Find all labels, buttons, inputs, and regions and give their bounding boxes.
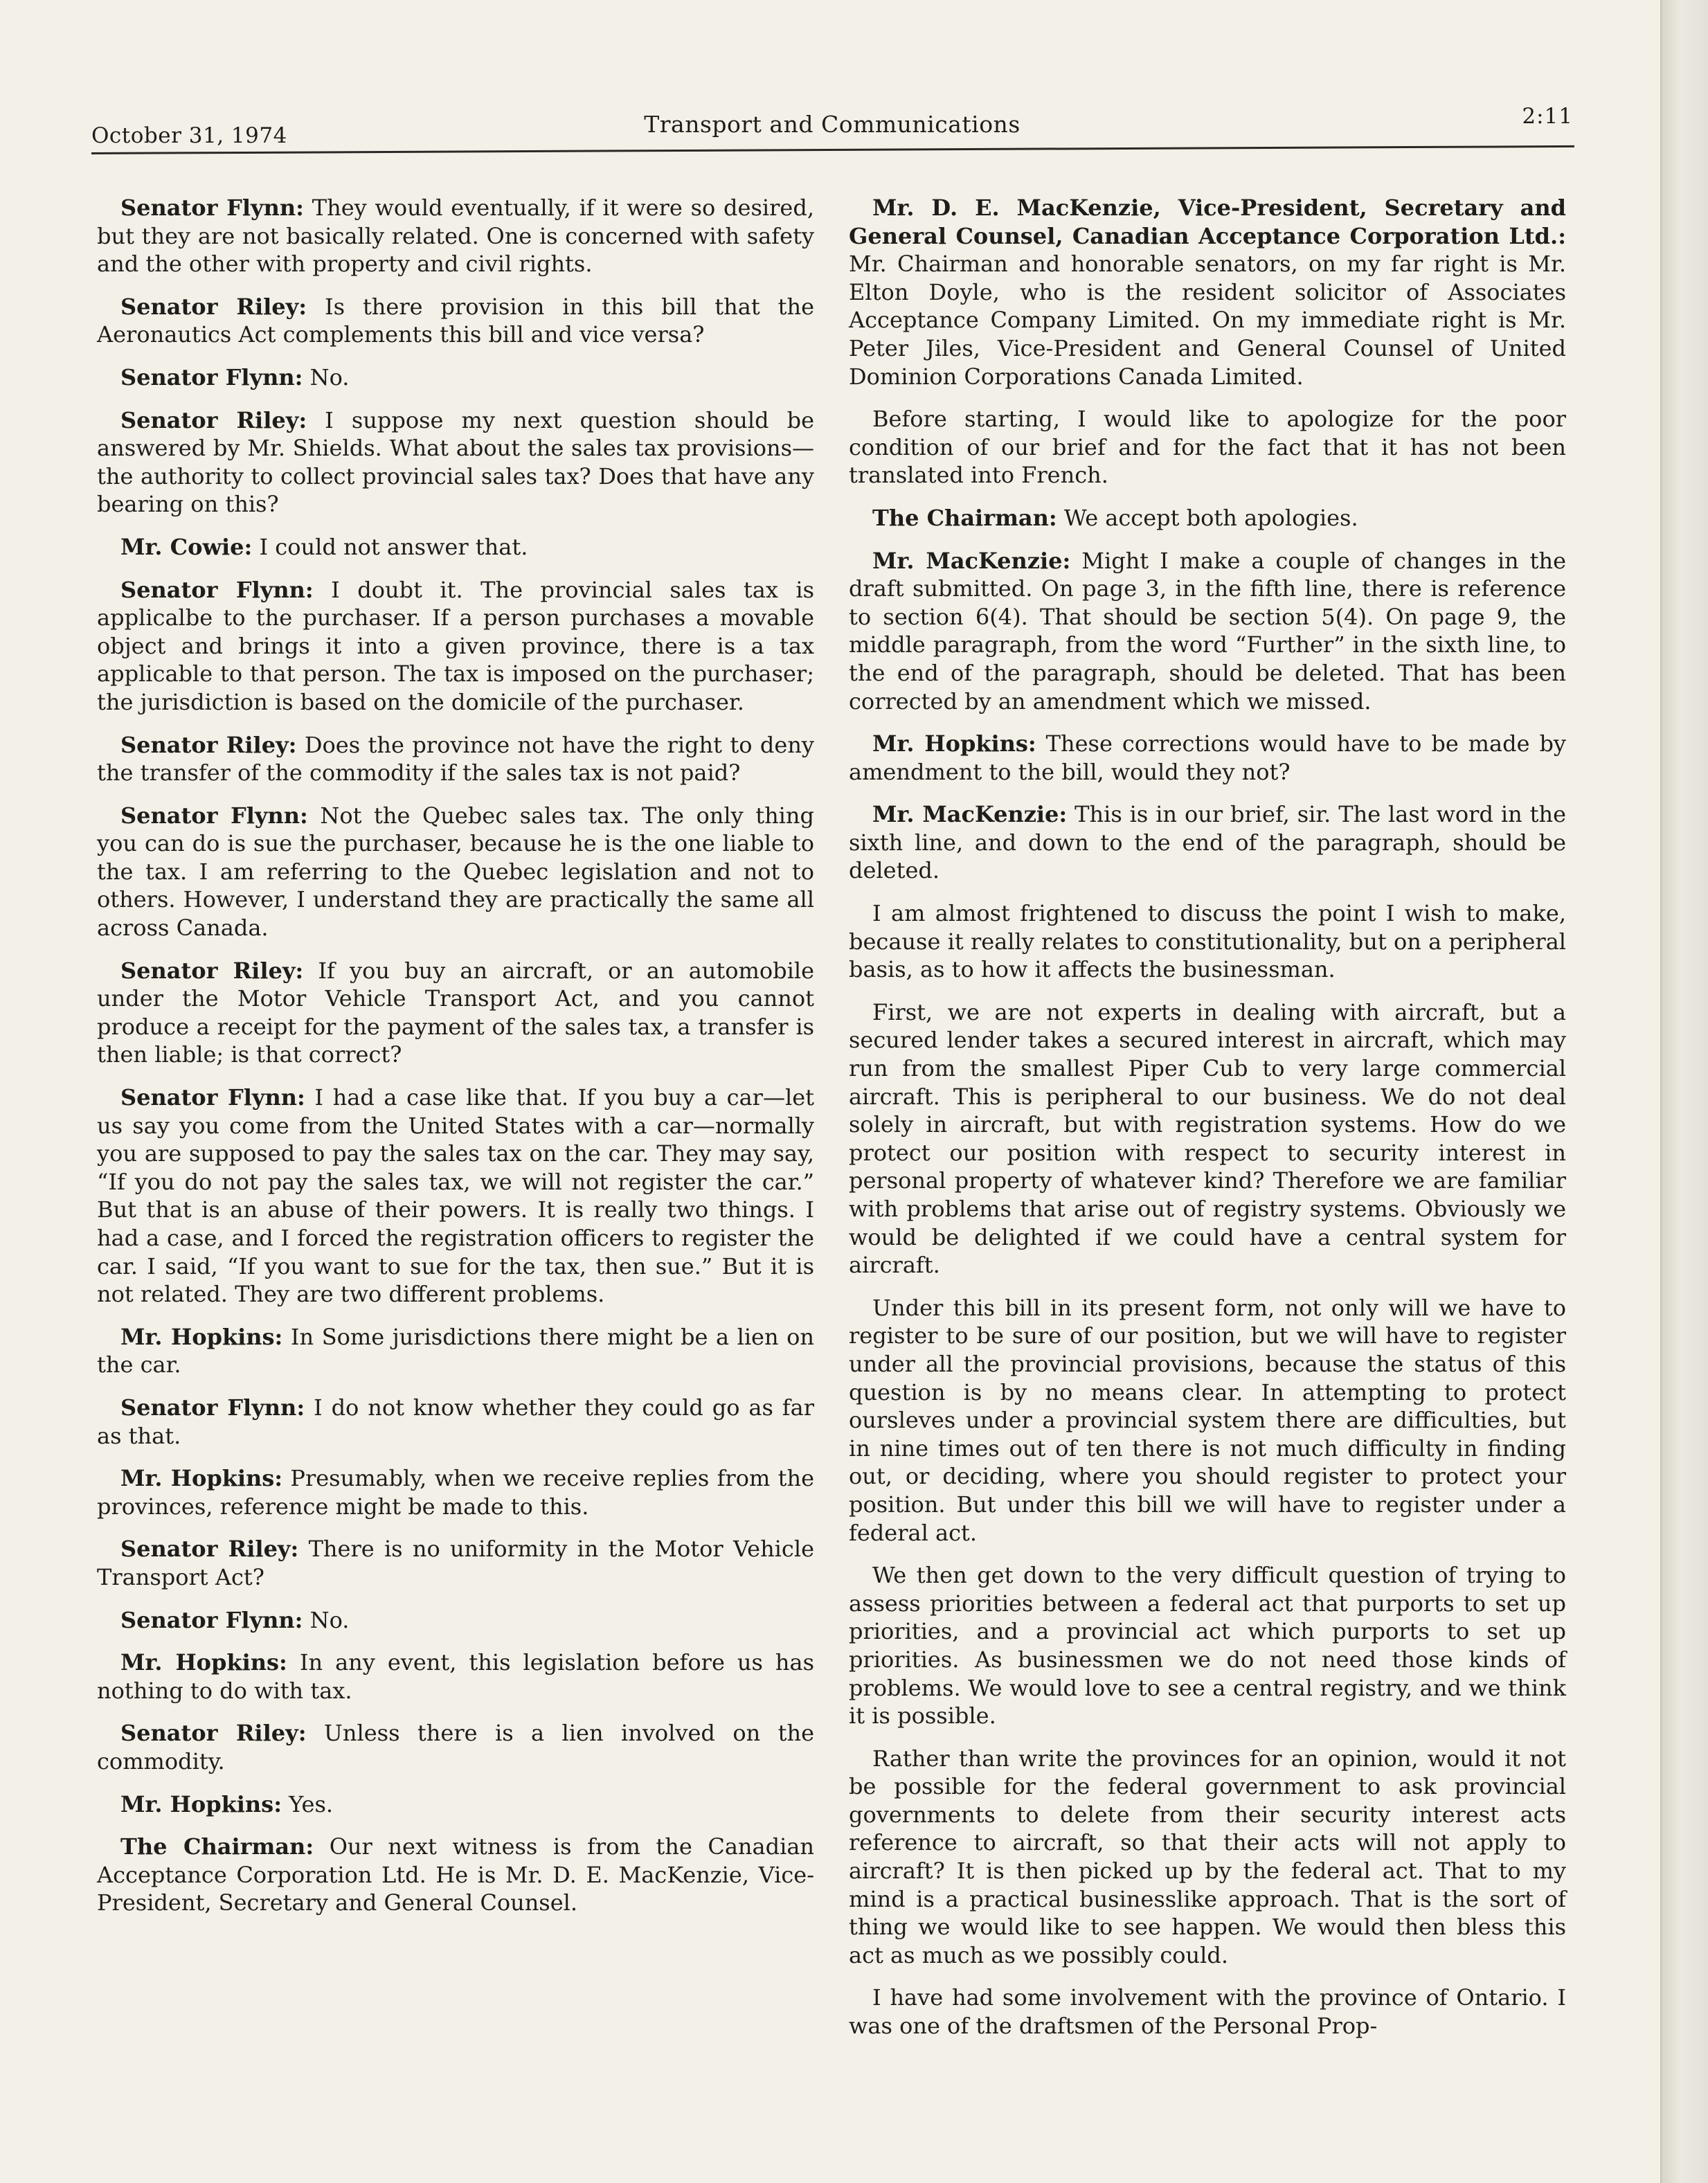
- paragraph: [97, 1833, 814, 1917]
- speaker-name: Senator Riley:: [120, 1720, 307, 1747]
- speaker-name: The Chairman:: [872, 504, 1057, 531]
- speaker-name: Mr. Hopkins:: [120, 1465, 283, 1492]
- paragraph: [97, 363, 814, 392]
- paragraph: [849, 1561, 1566, 1730]
- speaker-name: Senator Flynn:: [120, 576, 314, 603]
- paragraph: [97, 802, 814, 942]
- speaker-name: Senator Flynn:: [120, 1606, 303, 1633]
- paragraph-text: I could not answer that.: [252, 533, 528, 560]
- speaker-name: The Chairman:: [120, 1833, 314, 1860]
- paragraph-text: They would eventually, if it were so desired, but they are not basically related. One is concerned with safety and the other with property and civil rights.: [97, 195, 815, 278]
- speaker-name: Senator Flynn:: [120, 195, 304, 221]
- paragraph: [849, 194, 1566, 390]
- paragraph: [849, 730, 1566, 786]
- paragraph-text: In any event, this legislation before us has nothing to do with tax.: [97, 1649, 815, 1704]
- paragraph-text: Does the province not have the right to deny the transfer of the commodity if the sales tax is not paid?: [97, 731, 815, 787]
- header-date: October 31, 1974: [91, 123, 287, 148]
- paragraph-text: Mr. Chairman and honorable senators, on my far right is Mr. Elton Doyle, who is the resident solicitor of Associates Acceptance Company Limited. On my immediate right is Mr. Peter Jiles, Vice-President and General Counsel of United Dominion Corporations Canada Limited.: [849, 251, 1566, 390]
- paragraph: [849, 899, 1566, 984]
- paragraph-text: If you buy an aircraft, or an automobile under the Motor Vehicle Transport Act, and you cannot produce a receipt for the payment of the sales tax, a transfer is then liable; is that correct?: [97, 957, 814, 1068]
- paragraph-text: Is there provision in this bill that the Aeronautics Act complements this bill and vice versa?: [97, 293, 815, 348]
- paragraph-text: Before starting, I would like to apologize for the poor condition of our brief and for the fact that it has not been translated into French.: [849, 406, 1566, 489]
- speaker-name: Mr. Hopkins:: [120, 1649, 287, 1676]
- paragraph: [97, 194, 814, 278]
- paragraph-text: Not the Quebec sales tax. The only thing you can do is sue the purchaser, because he is the one liable to the tax. I am referring to the Quebec legislation and not to others. However, I understand they are practically the same all across Canada.: [97, 802, 815, 942]
- paragraph-text: There is no uniformity in the Motor Vehicle Transport Act?: [97, 1536, 815, 1590]
- page-header: [91, 104, 1573, 152]
- paragraph: [97, 1535, 814, 1591]
- speaker-name: Senator Flynn:: [120, 802, 308, 829]
- paragraph: [849, 800, 1566, 885]
- paragraph: [97, 1084, 814, 1309]
- left-column: [97, 194, 814, 1932]
- speaker-name: Senator Flynn:: [120, 1394, 305, 1421]
- paragraph: [97, 1606, 814, 1635]
- paragraph-text: No.: [303, 363, 350, 390]
- paragraph: [849, 1984, 1566, 2040]
- paragraph-text: We then get down to the very difficult question of trying to assess priorities between a federal act that purports to set up priorities, and a provincial act which purports to set up priorities. As businessmen we do not need those kinds of problems. We would love to see a central registry, and we think it is possible.: [849, 1562, 1566, 1730]
- speaker-name: Mr. D. E. MacKenzie, Vice-President, Secretary and General Counsel, Canadian Acceptance Corporation Ltd.:: [849, 195, 1566, 249]
- page-edge: [1660, 0, 1708, 2183]
- paragraph: [849, 1745, 1566, 1970]
- paragraph-text: This is in our brief, sir. The last word in the sixth line, and down to the end of the paragraph, should be deleted.: [849, 801, 1567, 884]
- paragraph: [97, 533, 814, 562]
- paragraph: [849, 998, 1566, 1279]
- speaker-name: Mr. Hopkins:: [120, 1790, 282, 1817]
- paragraph: [97, 957, 814, 1069]
- paragraph: [97, 1394, 814, 1450]
- paragraph: [97, 1323, 814, 1379]
- paragraph-text: I suppose my next question should be answered by Mr. Shields. What about the sales tax provisions—the authority to collect provincial sales tax? Does that have any bearing on this?: [97, 406, 815, 518]
- paragraph: [97, 1719, 814, 1775]
- paragraph-text: We accept both apologies.: [1057, 504, 1358, 531]
- speaker-name: Senator Riley:: [120, 731, 297, 758]
- right-column: [849, 194, 1566, 2055]
- paragraph: [97, 1464, 814, 1520]
- paragraph-text: These corrections would have to be made by amendment to the bill, would they not?: [849, 730, 1567, 785]
- paragraph-text: I had a case like that. If you buy a car—let us say you come from the United States with a car—normally you are supposed to pay the sales tax on the car. They may say, “If you do not pay the sales tax, we will not register the car.” But that is an abuse of their powers. It is really two things. I had a case, and I forced the registration officers to register the car. I said, “If you want to sue for the tax, then sue.” But it is not related. They are two different problems.: [97, 1084, 814, 1308]
- header-page-number: 2:11: [1522, 104, 1573, 129]
- speaker-name: Mr. MacKenzie:: [872, 547, 1071, 574]
- paragraph: [849, 1294, 1566, 1547]
- paragraph: [849, 547, 1566, 716]
- paragraph-text: Yes.: [282, 1790, 334, 1817]
- paragraph-text: First, we are not experts in dealing with aircraft, but a secured lender takes a secured interest in aircraft, which may run from the smallest Piper Cub to very large commercial aircraft. This is peripheral to our business. We do not deal solely in aircraft, but with registration systems. How do we protect our position with respect to security interest in personal property of whatever kind? Therefore we are familiar with problems that arise out of registry systems. Obviously we would be delighted if we could have a central system for aircraft.: [849, 998, 1566, 1279]
- paragraph-text: I am almost frightened to discuss the point I wish to make, because it really relates to constitutionality, but on a peripheral basis, as to how it affects the businessman.: [849, 900, 1566, 983]
- speaker-name: Senator Riley:: [120, 957, 304, 984]
- paragraph-text: No.: [303, 1606, 350, 1633]
- paragraph: [97, 293, 814, 349]
- paragraph: [849, 405, 1566, 489]
- paragraph-text: I doubt it. The provincial sales tax is applicalbe to the purchaser. If a person purchases a movable object and brings it into a given province, there is a tax applicable to that person. The tax is imposed on the purchaser; the jurisdiction is based on the domicile of the purchaser.: [97, 576, 815, 715]
- speaker-name: Mr. MacKenzie:: [872, 801, 1068, 828]
- header-title: Transport and Communications: [644, 111, 1021, 138]
- paragraph-text: Unless there is a lien involved on the commodity.: [97, 1720, 815, 1775]
- speaker-name: Mr. Hopkins:: [872, 730, 1036, 757]
- paragraph-text: Rather than write the provinces for an opinion, would it not be possible for the federal government to ask provincial governments to delete from their security interest acts reference to aircraft, so that their acts will not apply to aircraft? It is then picked up by the federal act. That to my mind is a practical businesslike approach. That is the sort of thing we would like to see happen. We would then bless this act as much as we possibly could.: [849, 1745, 1566, 1968]
- paragraph: [849, 504, 1566, 532]
- paragraph-text: Our next witness is from the Canadian Acceptance Corporation Ltd. He is Mr. D. E. MacKenzie, Vice-President, Secretary and General Counsel.: [97, 1833, 814, 1916]
- speaker-name: Senator Flynn:: [120, 1084, 305, 1111]
- paragraph: [97, 731, 814, 787]
- paragraph-text: Might I make a couple of changes in the draft submitted. On page 3, in the fifth line, there is reference to section 6(4). That should be section 5(4). On page 9, the middle paragraph, from the word “Further” in the sixth line, to the end of the paragraph, should be deleted. That has been corrected by an amendment which we missed.: [849, 547, 1566, 715]
- speaker-name: Senator Riley:: [120, 293, 307, 320]
- speaker-name: Senator Flynn:: [120, 363, 303, 390]
- speaker-name: Mr. Cowie:: [120, 533, 253, 560]
- speaker-name: Senator Riley:: [120, 1536, 299, 1563]
- paragraph-text: I have had some involvement with the province of Ontario. I was one of the draftsmen of the Personal Prop-: [849, 1984, 1566, 2040]
- speaker-name: Mr. Hopkins:: [120, 1323, 283, 1350]
- paragraph: [97, 1790, 814, 1819]
- paragraph-text: Presumably, when we receive replies from the provinces, reference might be made to this.: [97, 1465, 815, 1520]
- speaker-name: Senator Riley:: [120, 406, 307, 433]
- paragraph-text: I do not know whether they could go as far as that.: [97, 1394, 815, 1449]
- paragraph: [97, 406, 814, 519]
- paragraph-text: In Some jurisdictions there might be a lien on the car.: [97, 1323, 815, 1378]
- paragraph: [97, 576, 814, 717]
- paragraph: [97, 1649, 814, 1705]
- paragraph-text: Under this bill in its present form, not only will we have to register to be sure of our position, but we will have to register under all the provincial provisions, because the status of this question is by no means clear. In attempting to protect oursleves under a provincial system there are difficulties, but in nine times out of ten there is not much difficulty in finding out, or deciding, where you should register to protect your position. But under this bill we will have to register under a federal act.: [849, 1294, 1566, 1546]
